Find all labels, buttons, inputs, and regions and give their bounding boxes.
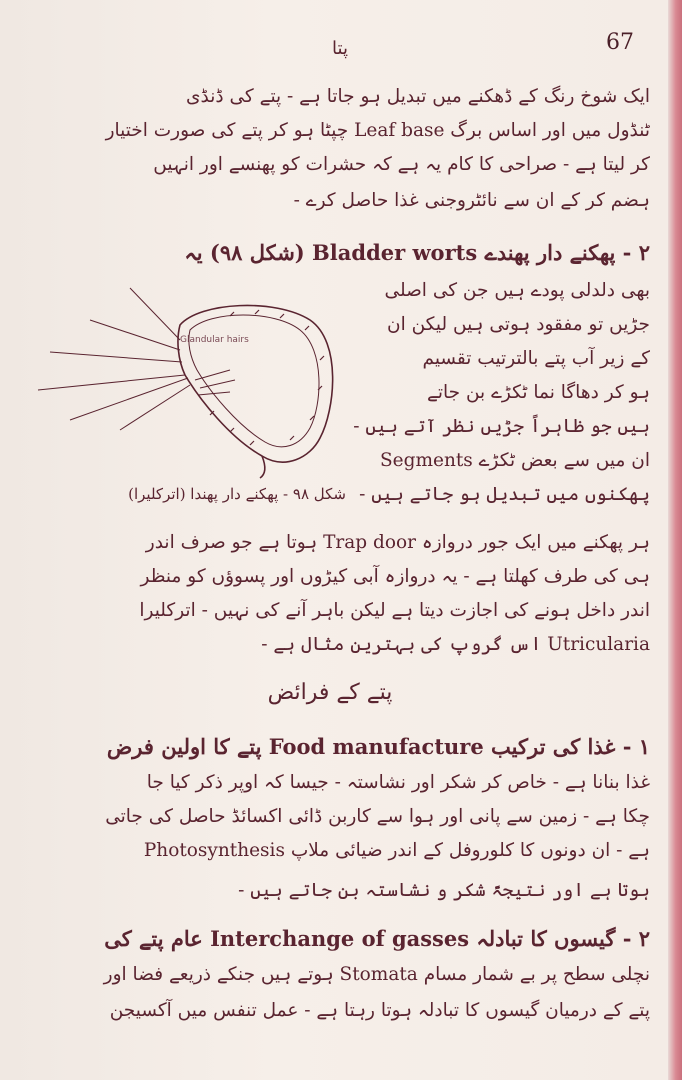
text-line: ہو کر دھاگا نما ٹکڑے بن جاتے <box>427 382 650 403</box>
text-line: ہوتا ہے اور نتیجۃً شکر و نشاستہ بن جاتے ہیں - <box>238 880 650 901</box>
text-line: غذا بنانا ہے - خاص کر شکر اور نشاستہ - جیسا کہ اوپر ذکر کیا جا <box>146 772 650 793</box>
text-line: ہضم کر کے ان سے نائٹروجنی غذا حاصل کرے - <box>293 190 650 211</box>
page-number: 67 <box>606 30 634 55</box>
text-line: نچلی سطح پر بے شمار مسام Stomata ہوتے ہیں جنکے ذریعے فضا اور <box>103 964 650 985</box>
page-edge <box>668 0 682 1080</box>
text-line: بھی دلدلی پودے ہیں جن کی اصلی <box>384 280 650 301</box>
text-line: Utricularia اس گروپ کی بہترین مثال ہے - <box>261 634 650 655</box>
running-head: پتا <box>332 38 348 59</box>
bladder-drawing <box>38 288 333 478</box>
text-line: ہے - ان دونوں کا کلوروفل کے اندر ضیائی ملاپ Photosynthesis <box>143 840 650 861</box>
text-line: پھکنوں میں تبدیل ہو جاتے ہیں - <box>359 484 650 505</box>
text-line: ٹنڈول میں اور اساس برگ Leaf base چپٹا ہو کر پتے کی صورت اختیار <box>105 120 650 141</box>
text-line: ہیں جو ظاہراً جڑیں نظر آتے ہیں - <box>353 416 650 437</box>
text-line: جڑیں تو مفقود ہوتی ہیں لیکن ان <box>386 314 650 335</box>
text-line: ہر پھکنے میں ایک جور دروازہ Trap door ہوتا ہے جو صرف اندر <box>145 532 650 553</box>
section-title: پتے کے فرائض <box>267 680 393 705</box>
section-heading-bladderworts: ۲ - پھکنے دار پھندے Bladder worts (شکل ۹۸) یہ <box>184 240 650 265</box>
bladder-figure <box>30 280 350 480</box>
text-line: چکا ہے - زمین سے پانی اور ہوا سے کاربن ڈائی اکسائڈ حاصل کی جاتی <box>105 806 650 827</box>
text-line: پتے کے درمیان گیسوں کا تبادلہ ہوتا رہتا ہے - عمل تنفس میں آکسیجن <box>109 1000 650 1021</box>
figure-caption: شکل ۹۸ - پھکنے دار پھندا (اترکلیرا) <box>128 485 346 503</box>
text-line: کر لیتا ہے - صراحی کا کام یہ ہے کہ حشرات کو پھنسے اور انہیں <box>153 154 650 175</box>
subheading-food-manufacture: ۱ - غذا کی ترکیب Food manufacture پتے کا اولین فرض <box>106 734 650 759</box>
text-line: کے زیر آب پتے بالترتیب تقسیم <box>422 348 650 369</box>
text-line: ایک شوخ رنگ کے ڈھکنے میں تبدیل ہو جاتا ہے - پتے کی ڈنڈی <box>186 86 650 107</box>
text-line: ان میں سے بعض ٹکڑے Segments <box>379 450 650 471</box>
text-line: ہی کی طرف کھلتا ہے - یہ دروازہ آبی کیڑوں اور پسوؤں کو منظر <box>140 566 650 587</box>
figure-label-glandular-hairs: Glandular hairs <box>180 335 249 345</box>
text-line: اندر داخل ہونے کی اجازت دیتا ہے لیکن باہر آنے کی نہیں - اترکلیرا <box>139 600 650 621</box>
subheading-interchange-gasses: ۲ - گیسوں کا تبادلہ Interchange of gasses عام پتے کی <box>104 926 650 951</box>
